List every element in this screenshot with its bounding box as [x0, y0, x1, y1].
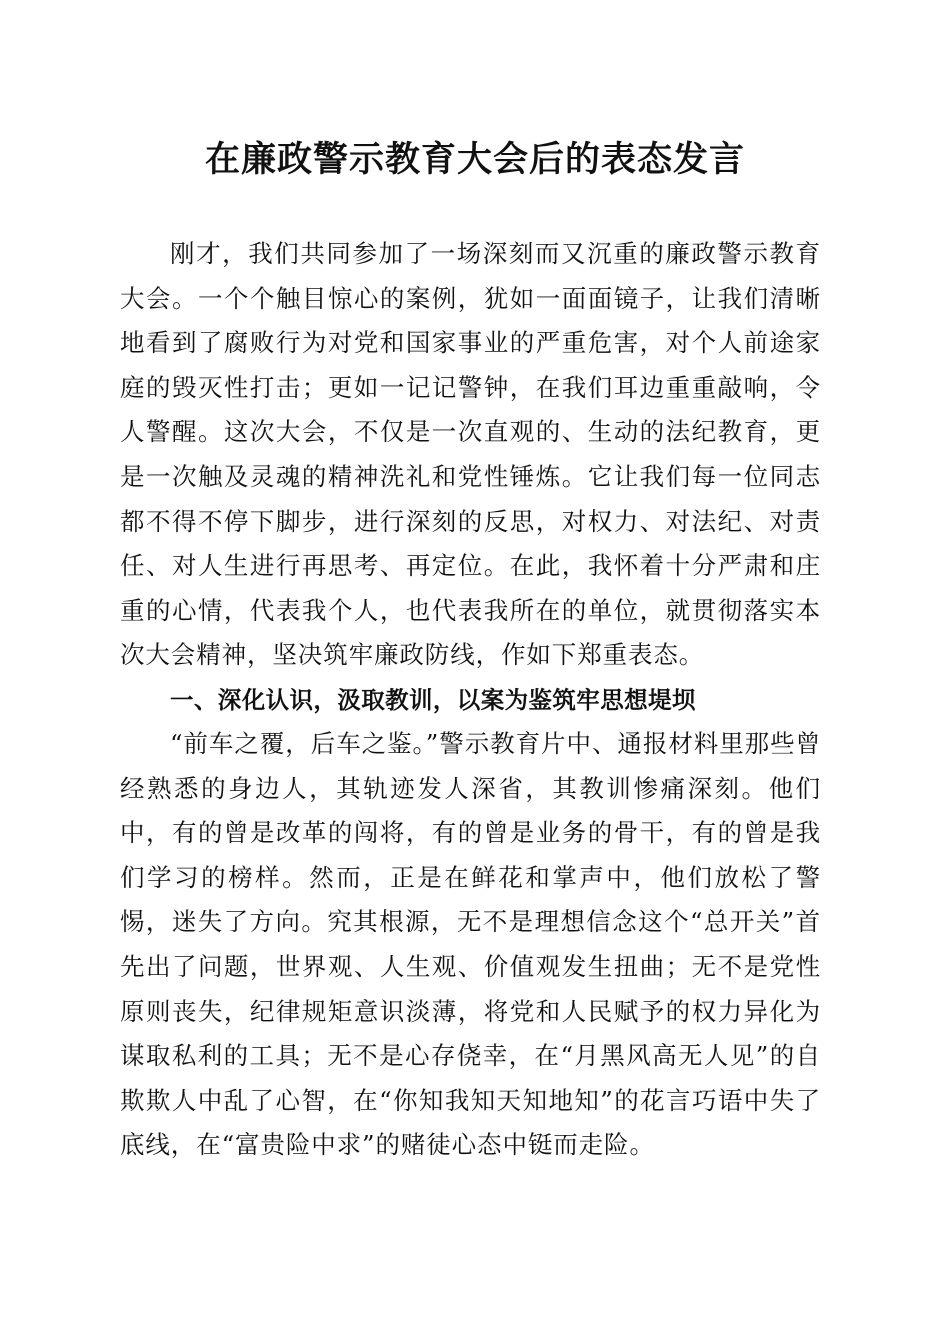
section-1-paragraph: “前车之覆，后车之鉴。”警示教育片中、通报材料里那些曾经熟悉的身边人，其轨迹发人深省，其教训惨痛深刻。他们中，有的曾是改革的闯将，有的曾是业务的骨干，有的曾是我们学习的榜样。然而，正是在鲜花和掌声中，他们放松了警惕，迷失了方向。究其根源，无不是理想信念这个“总开关”首先出了问题，世界观、人生观、价值观发生扭曲；无不是党性原则丧失，纪律规矩意识淡薄，将党和人民赋予的权力异化为谋取私利的工具；无不是心存侥幸，在“月黑风高无人见”的自欺欺人中乱了心智，在“你知我知天知地知”的花言巧语中失了底线，在“富贵险中求”的赌徒心态中铤而走险。	[120, 729, 821, 1160]
section-heading-1: 一、深化认识，汲取教训，以案为鉴筑牢思想堤坝	[170, 686, 696, 714]
intro-paragraph: 刚才，我们共同参加了一场深刻而又沉重的廉政警示教育大会。一个个触目惊心的案例，犹如一面面镜子，让我们清晰地看到了腐败行为对党和国家事业的严重危害，对个人前途家庭的毁灭性打击；更如一记记警钟，在我们耳边重重敲响，令人警醒。这次大会，不仅是一次直观的、生动的法纪教育，更是一次触及灵魂的精神洗礼和党性锤炼。它让我们每一位同志都不得不停下脚步，进行深刻的反思，对权力、对法纪、对责任、对人生进行再思考、再定位。在此，我怀着十分严肃和庄重的心情，代表我个人，也代表我所在的单位，就贯彻落实本次大会精神，坚决筑牢廉政防线，作如下郑重表态。	[120, 239, 821, 670]
document-title: 在廉政警示教育大会后的表态发言	[204, 139, 745, 180]
